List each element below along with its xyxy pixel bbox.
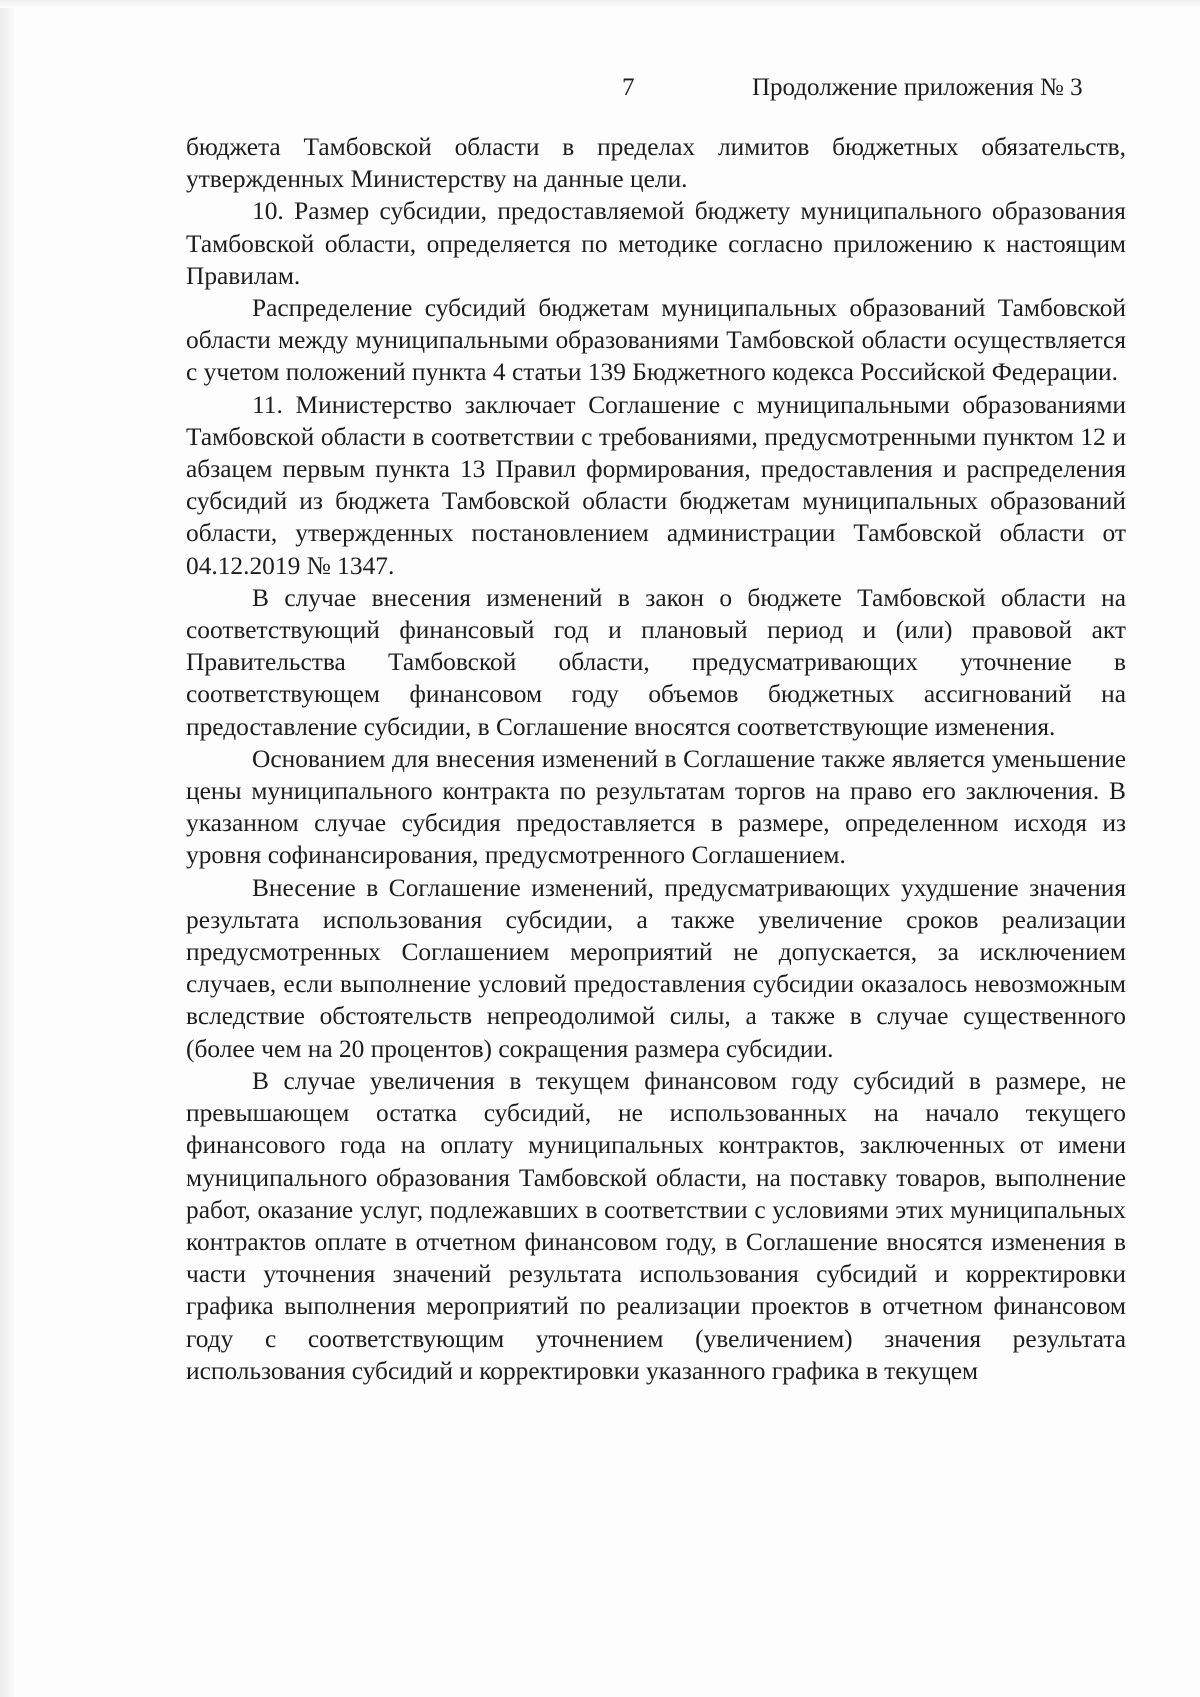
appendix-continuation-note: Продолжение приложения № 3: [752, 74, 1083, 101]
paragraph-item-11-agreement: 11. Министерство заключает Соглашение с муниципальными образованиями Тамбовской области в соответствии с требованиями, предусмотренными пунктом 12 и абзацем первым пункта 13 Правил формирования, предоставления и распределения субсидий из бюджета Тамбовской области бюджетам муниципальных образований области, утвержденных постановлением администрации Тамбовской области от 04.12.2019 № 1347.: [186, 390, 1126, 580]
scan-top-shadow: [0, 0, 1200, 8]
paragraph-subsidy-distribution: Распределение субсидий бюджетам муниципальных образований Тамбовской области между муниципальными образованиями Тамбовской области осуществляется с учетом положений пункта 4 статьи 139 Бюджетного кодекса Российской Федерации.: [186, 294, 1126, 387]
page-number: 7: [622, 74, 635, 101]
paragraph-item-10-subsidy-size: 10. Размер субсидии, предоставляемой бюджету муниципального образования Тамбовской области, определяется по методике согласно приложению к настоящим Правилам.: [186, 197, 1126, 290]
scan-edge-shadow: [0, 0, 14, 1697]
page-header: [0, 74, 1200, 114]
paragraph-subsidy-increase: В случае увеличения в текущем финансовом году субсидий в размере, не превышающем остатка субсидий, не использованных на начало текущего финансового года на оплату муниципальных контрактов, заключенных от имени муниципального образования Тамбовской области, на поставку товаров, выполнение работ, оказание услуг, подлежавших в соответствии с условиями этих муниципальных контрактов оплате в отчетном финансовом году, в Соглашение вносятся изменения в части уточнения значений результата использования субсидий и корректировки графика выполнения мероприятий по реализации проектов в отчетном финансовом году с соответствующим уточнением (увеличением) значения результата использования субсидий и корректировки указанного графика в текущем: [186, 1066, 1126, 1385]
paragraph-budget-law-changes: В случае внесения изменений в закон о бюджете Тамбовской области на соответствующий финансовый год и плановый период и (или) правовой акт Правительства Тамбовской области, предусматривающих уточнение в соответствующем финансовом году объемов бюджетных ассигнований на предоставление субсидии, в Соглашение вносятся соответствующие изменения.: [186, 583, 1126, 741]
paragraph-contract-price-reduction: Основанием для внесения изменений в Соглашение также является уменьшение цены муниципального контракта по результатам торгов на право его заключения. В указанном случае субсидия предоставляется в размере, определенном исходя из уровня софинансирования, предусмотренного Соглашением.: [186, 744, 1126, 870]
paragraph-result-deterioration: Внесение в Соглашение изменений, предусматривающих ухудшение значения результата использования субсидии, а также увеличение сроков реализации предусмотренных Соглашением мероприятий не допускается, за исключением случаев, если выполнение условий предоставления субсидии оказалось невозможным вследствие обстоятельств непреодолимой силы, а также в случае существенного (более чем на 20 процентов) сокращения размера субсидии.: [186, 873, 1126, 1063]
paragraph-budget-limits: бюджета Тамбовской области в пределах лимитов бюджетных обязательств, утвержденных Министерству на данные цели.: [186, 133, 1126, 194]
document-body: [186, 131, 1126, 1387]
